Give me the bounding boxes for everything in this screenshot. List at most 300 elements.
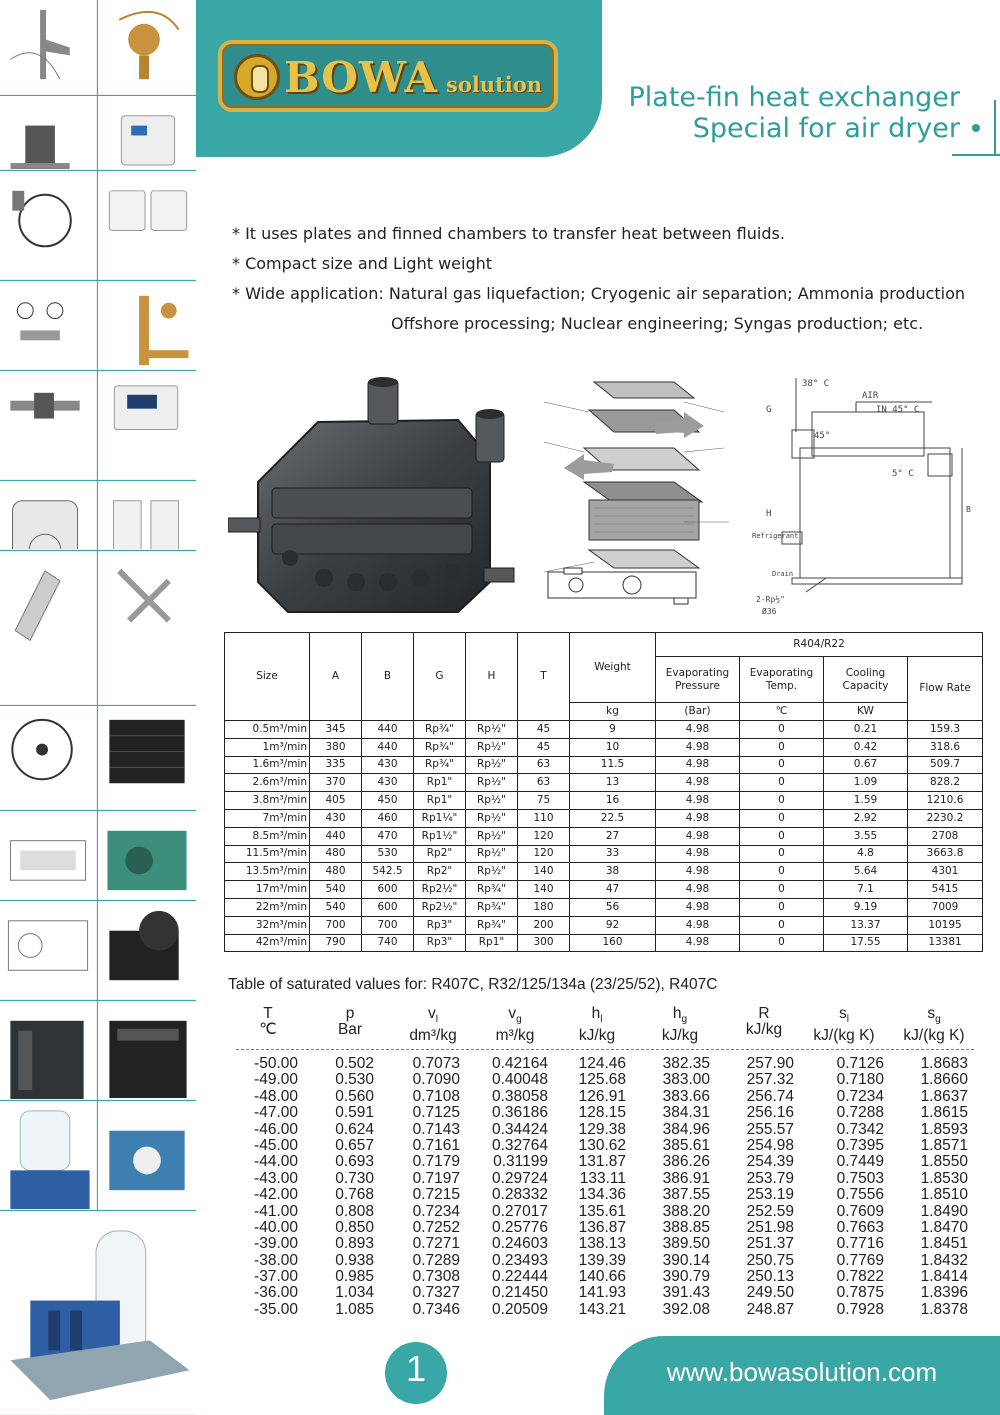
page-title-line2: Special for air dryer [692, 113, 960, 144]
saturated-column-header [223, 1006, 313, 1038]
cell-evaporating-pressure: 4.98 [656, 721, 740, 739]
saturated-cell: 254.98 [746, 1136, 794, 1154]
drawing-g-label: G [766, 405, 772, 415]
saturated-cell: 0.893 [335, 1235, 374, 1253]
saturated-cell: 0.7143 [412, 1120, 460, 1138]
header-h: H [466, 633, 518, 721]
cell-g: Rp1¼" [414, 809, 466, 827]
saturated-table-row [228, 1285, 976, 1301]
cell-t: 140 [518, 881, 570, 899]
cell-evaporating-pressure: 4.98 [656, 898, 740, 916]
cell-cooling-capacity: 3.55 [824, 827, 908, 845]
cell-size: 1.6m³/min [225, 756, 310, 774]
saturated-table-row [228, 1171, 976, 1187]
saturated-cell: 0.28332 [491, 1186, 548, 1204]
saturated-cell: 125.68 [578, 1071, 626, 1089]
cell-cooling-capacity: 0.67 [824, 756, 908, 774]
saturated-cell: 1.8432 [920, 1251, 968, 1269]
cell-a: 700 [310, 916, 362, 934]
saturated-table-row [228, 1236, 976, 1252]
cell-weight: 16 [570, 792, 656, 810]
saturated-table-row [228, 1122, 976, 1138]
drawing-temp-top: 38° C [802, 379, 830, 389]
saturated-cell: 1.8637 [920, 1087, 968, 1105]
column-subscript: g [935, 1014, 941, 1026]
saturated-cell: -38.00 [254, 1251, 298, 1269]
cell-evaporating-pressure: 4.98 [656, 863, 740, 881]
drawing-h-label: H [766, 509, 772, 519]
saturated-table-row [228, 1220, 976, 1236]
chiller-cabinet-icon [98, 1001, 196, 1100]
title-vertical-rule [994, 100, 996, 156]
cell-b: 740 [362, 934, 414, 952]
cell-cooling-capacity: 0.42 [824, 738, 908, 756]
refrigeration-skid-icon [98, 1101, 196, 1210]
saturated-cell: 253.79 [746, 1169, 794, 1187]
cell-t: 110 [518, 809, 570, 827]
saturated-cell: 0.7252 [412, 1218, 460, 1236]
saturated-cell: 131.87 [578, 1153, 626, 1171]
saturated-cell: -35.00 [254, 1300, 298, 1318]
saturated-table-row [228, 1056, 976, 1072]
cell-a: 540 [310, 898, 362, 916]
cell-cooling-capacity: 4.8 [824, 845, 908, 863]
saturated-column-header [799, 1006, 889, 1044]
saturated-cell: 0.38058 [491, 1087, 548, 1105]
column-unit: kJ/kg [745, 1021, 783, 1038]
saturated-table-row [228, 1138, 976, 1154]
cell-evaporating-pressure: 4.98 [656, 881, 740, 899]
saturated-cell: 0.7822 [836, 1268, 884, 1286]
saturated-column-header [305, 1006, 395, 1038]
cell-b: 440 [362, 721, 414, 739]
cell-weight: 56 [570, 898, 656, 916]
saturated-cell: 128.15 [578, 1104, 626, 1122]
cell-size: 13.5m³/min [225, 863, 310, 881]
saturated-table-row [228, 1269, 976, 1285]
saturated-cell: 0.7234 [836, 1087, 884, 1105]
cell-flow-rate: 318.6 [908, 738, 983, 756]
cell-cooling-capacity: 9.19 [824, 898, 908, 916]
cell-t: 63 [518, 756, 570, 774]
cell-g: Rp3" [414, 934, 466, 952]
column-unit: ℃ [259, 1021, 277, 1038]
saturated-cell: 384.31 [662, 1104, 710, 1122]
cell-a: 335 [310, 756, 362, 774]
drawing-refrigerant-label: Refrigerant [752, 532, 799, 540]
cell-evaporating-pressure: 4.98 [656, 774, 740, 792]
sight-glass-icon [0, 281, 97, 370]
spec-table-row [225, 721, 983, 739]
cell-weight: 47 [570, 881, 656, 899]
header-refrigerant-group: R404/R22 [656, 633, 983, 657]
exploded-core-diagram [534, 372, 744, 620]
saturated-cell: 0.7449 [836, 1153, 884, 1171]
spec-table-row [225, 845, 983, 863]
cell-flow-rate: 7009 [908, 898, 983, 916]
cell-cooling-capacity: 2.92 [824, 809, 908, 827]
spec-table-row [225, 827, 983, 845]
saturated-cell: 0.7161 [412, 1136, 460, 1154]
cell-h: Rp½" [466, 809, 518, 827]
drawing-port-label: 2-Rp½" [756, 595, 785, 604]
heat-exchanger-photo [228, 372, 520, 620]
spec-table-row [225, 934, 983, 952]
cell-evaporating-temp: 0 [740, 756, 824, 774]
saturated-cell: 0.7288 [836, 1104, 884, 1122]
cell-evaporating-temp: 0 [740, 934, 824, 952]
saturated-cell: 249.50 [746, 1284, 794, 1302]
cell-evaporating-pressure: 4.98 [656, 756, 740, 774]
page-title-line1: Plate-fin heat exchanger [628, 82, 960, 113]
saturated-table-row [228, 1302, 976, 1318]
cell-size: 17m³/min [225, 881, 310, 899]
saturated-cell: 0.530 [335, 1071, 374, 1089]
relay-module-icon [98, 481, 196, 550]
logo-emblem-icon [234, 54, 280, 100]
footer-website-link[interactable]: www.bowasolution.com [666, 1357, 938, 1387]
feature-bullet: * It uses plates and finned chambers to transfer heat between fluids. [232, 224, 785, 243]
saturated-cell: 0.22444 [491, 1268, 548, 1286]
header-cooling-capacity: Cooling Capacity [824, 657, 908, 703]
saturated-cell: 0.7663 [836, 1218, 884, 1236]
cell-h: Rp¾" [466, 916, 518, 934]
saturated-cell: 254.39 [746, 1153, 794, 1171]
cell-h: Rp¾" [466, 898, 518, 916]
cell-t: 200 [518, 916, 570, 934]
saturated-cell: 0.850 [335, 1218, 374, 1236]
saturated-cell: 252.59 [746, 1202, 794, 1220]
cell-evaporating-temp: 0 [740, 774, 824, 792]
saturated-cell: -50.00 [254, 1055, 298, 1072]
saturated-cell: 126.91 [578, 1087, 626, 1105]
exploded-core-graphic [534, 372, 744, 620]
saturated-cell: 0.27017 [491, 1202, 548, 1220]
drawing-air-label: AIR [862, 391, 879, 401]
spec-table-body [225, 721, 983, 952]
header-b: B [362, 633, 414, 721]
evaporator-unit-icon [0, 551, 97, 705]
header-weight: Weight [570, 633, 656, 703]
saturated-table-row [228, 1105, 976, 1121]
cell-g: Rp2" [414, 863, 466, 881]
cell-a: 480 [310, 845, 362, 863]
saturated-cell: 134.36 [578, 1186, 626, 1204]
cell-b: 440 [362, 738, 414, 756]
cell-flow-rate: 4301 [908, 863, 983, 881]
cell-b: 430 [362, 756, 414, 774]
column-symbol: v [428, 1005, 436, 1022]
saturated-table-row [228, 1089, 976, 1105]
cell-g: Rp¾" [414, 738, 466, 756]
cell-g: Rp1" [414, 792, 466, 810]
saturated-cell: 389.50 [662, 1235, 710, 1253]
solenoid-valve-icon [0, 96, 97, 170]
cell-t: 45 [518, 738, 570, 756]
expansion-valve-icon [0, 0, 97, 95]
saturated-cell: 386.26 [662, 1153, 710, 1171]
cell-evaporating-temp: 0 [740, 916, 824, 934]
saturated-cell: 382.35 [662, 1055, 710, 1072]
cell-evaporating-pressure: 4.98 [656, 792, 740, 810]
saturated-cell: 0.502 [335, 1055, 374, 1072]
saturated-column-header [635, 1006, 725, 1044]
saturated-cell: 0.7716 [836, 1235, 884, 1253]
cell-size: 42m³/min [225, 934, 310, 952]
spec-table-row [225, 756, 983, 774]
column-symbol: p [345, 1005, 355, 1022]
column-unit: kJ/(kg K) [813, 1027, 875, 1045]
saturated-cell: 0.7556 [836, 1186, 884, 1204]
saturated-cell: -40.00 [254, 1218, 298, 1236]
column-unit: kJ/(kg K) [903, 1027, 965, 1045]
saturated-cell: 0.34424 [491, 1120, 548, 1138]
saturated-cell: 0.768 [335, 1186, 374, 1204]
saturated-cell: 0.624 [335, 1120, 374, 1138]
cell-h: Rp¾" [466, 881, 518, 899]
cell-t: 75 [518, 792, 570, 810]
cell-b: 600 [362, 898, 414, 916]
saturated-cell: -42.00 [254, 1186, 298, 1204]
cell-a: 345 [310, 721, 362, 739]
saturated-cell: 0.7126 [836, 1055, 884, 1072]
cell-b: 600 [362, 881, 414, 899]
drawing-b-label: B [966, 505, 971, 514]
saturated-cell: 256.74 [746, 1087, 794, 1105]
saturated-cell: 0.657 [335, 1136, 374, 1154]
cell-h: Rp½" [466, 827, 518, 845]
cell-size: 8.5m³/min [225, 827, 310, 845]
saturated-table-row [228, 1187, 976, 1203]
saturated-cell: 1.8451 [920, 1235, 968, 1253]
cell-g: Rp¾" [414, 756, 466, 774]
saturated-cell: 0.7180 [836, 1071, 884, 1089]
saturated-cell: 1.8378 [920, 1300, 968, 1318]
cell-evaporating-pressure: 4.98 [656, 934, 740, 952]
saturated-cell: 1.8414 [920, 1268, 968, 1286]
saturated-cell: 255.57 [746, 1120, 794, 1138]
cell-evaporating-temp: 0 [740, 845, 824, 863]
header-t: T [518, 633, 570, 721]
cell-b: 450 [362, 792, 414, 810]
cell-evaporating-pressure: 4.98 [656, 738, 740, 756]
title-underline [952, 154, 1000, 156]
saturated-cell: 0.31199 [493, 1153, 548, 1171]
cell-g: Rp2½" [414, 898, 466, 916]
column-symbol: T [263, 1005, 273, 1022]
saturated-cell: 388.85 [662, 1218, 710, 1236]
condensing-unit-icon [0, 901, 97, 1000]
cell-t: 180 [518, 898, 570, 916]
saturated-cell: 1.8396 [920, 1284, 968, 1302]
saturated-cell: -36.00 [254, 1284, 298, 1302]
column-symbol: h [672, 1005, 682, 1022]
saturated-cell: 1.8530 [920, 1169, 968, 1187]
access-valve-icon [98, 281, 196, 370]
column-subscript: g [516, 1014, 522, 1026]
cell-g: Rp¾" [414, 721, 466, 739]
saturated-cell: -45.00 [254, 1136, 298, 1154]
hinge-icon [98, 551, 196, 705]
saturated-cell: 0.591 [335, 1104, 374, 1122]
cell-b: 530 [362, 845, 414, 863]
saturated-table-row [228, 1154, 976, 1170]
axial-fan-icon [98, 706, 196, 810]
dimension-drawing [752, 372, 974, 620]
header-evaporating-temp: Evaporating Temp. [740, 657, 824, 703]
cell-cooling-capacity: 5.64 [824, 863, 908, 881]
column-symbol: s [927, 1005, 936, 1022]
spec-table-row [225, 881, 983, 899]
saturated-cell: 256.16 [746, 1104, 794, 1122]
column-unit: dm³/kg [409, 1027, 457, 1045]
unit-weight: kg [570, 703, 656, 721]
cell-h: Rp½" [466, 863, 518, 881]
saturated-cell: 0.7271 [412, 1235, 460, 1253]
saturated-cell: 0.938 [335, 1251, 374, 1269]
cell-evaporating-temp: 0 [740, 721, 824, 739]
saturated-cell: 0.808 [335, 1202, 374, 1220]
cell-size: 0.5m³/min [225, 721, 310, 739]
saturated-cell: 0.7609 [836, 1202, 884, 1220]
cell-cooling-capacity: 13.37 [824, 916, 908, 934]
saturated-cell: 390.14 [662, 1251, 710, 1269]
cell-t: 120 [518, 845, 570, 863]
saturated-cell: 0.7503 [836, 1169, 884, 1187]
saturated-cell: 0.7346 [412, 1300, 460, 1318]
heat-exchanger-photo-graphic [228, 372, 520, 620]
cell-t: 120 [518, 827, 570, 845]
scroll-compressor-icon [0, 481, 97, 550]
saturated-cell: 388.20 [662, 1202, 710, 1220]
capillary-tube-icon [0, 171, 97, 280]
saturated-cell: 0.7928 [836, 1300, 884, 1318]
saturated-cell: 130.62 [578, 1136, 626, 1154]
saturated-cell: 0.7234 [412, 1202, 460, 1220]
saturated-table-body [228, 1056, 976, 1318]
cell-cooling-capacity: 7.1 [824, 881, 908, 899]
cell-flow-rate: 5415 [908, 881, 983, 899]
cell-h: Rp½" [466, 845, 518, 863]
drawing-outlet-temp: 5° C [892, 469, 914, 479]
saturated-column-header [719, 1006, 809, 1038]
saturated-cell: 0.7215 [412, 1186, 460, 1204]
cell-weight: 33 [570, 845, 656, 863]
cell-h: Rp½" [466, 792, 518, 810]
cell-b: 460 [362, 809, 414, 827]
cell-flow-rate: 159.3 [908, 721, 983, 739]
cell-a: 480 [310, 863, 362, 881]
cell-flow-rate: 2708 [908, 827, 983, 845]
saturated-cell: -43.00 [254, 1169, 298, 1187]
cell-evaporating-temp: 0 [740, 792, 824, 810]
saturated-cell: 251.98 [746, 1218, 794, 1236]
saturated-cell: 0.7327 [412, 1284, 460, 1302]
cell-a: 440 [310, 827, 362, 845]
saturated-cell: 0.25776 [491, 1218, 548, 1236]
saturated-cell: 0.7197 [412, 1169, 460, 1187]
column-symbol: v [508, 1005, 517, 1022]
saturated-cell: 251.37 [746, 1235, 794, 1253]
cell-h: Rp½" [466, 774, 518, 792]
cell-weight: 38 [570, 863, 656, 881]
cell-weight: 9 [570, 721, 656, 739]
column-unit: kJ/kg [661, 1027, 699, 1045]
cell-h: Rp½" [466, 756, 518, 774]
cell-g: Rp2" [414, 845, 466, 863]
saturated-cell: 139.39 [578, 1251, 626, 1269]
cell-g: Rp2½" [414, 881, 466, 899]
column-subscript: l [435, 1014, 438, 1026]
saturated-cell: -39.00 [254, 1235, 298, 1253]
cell-h: Rp1" [466, 934, 518, 952]
saturated-table-row [228, 1072, 976, 1088]
saturated-cell: 1.085 [335, 1300, 374, 1318]
cell-g: Rp1" [414, 774, 466, 792]
saturated-cell: 0.42164 [491, 1055, 548, 1072]
brand-logo [218, 40, 558, 112]
saturated-cell: 0.730 [335, 1169, 374, 1187]
saturated-cell: 0.7125 [412, 1104, 460, 1122]
cell-a: 380 [310, 738, 362, 756]
condenser-coil-icon [0, 811, 97, 900]
saturated-cell: 386.91 [662, 1169, 710, 1187]
saturated-cell: 0.23493 [491, 1251, 548, 1269]
cell-cooling-capacity: 0.21 [824, 721, 908, 739]
saturated-cell: 385.61 [662, 1136, 710, 1154]
saturated-cell: 124.46 [578, 1055, 626, 1072]
cell-a: 370 [310, 774, 362, 792]
header-flow-rate: Flow Rate [908, 657, 983, 721]
saturated-cell: -44.00 [254, 1153, 298, 1171]
spec-table-row [225, 738, 983, 756]
cell-weight: 27 [570, 827, 656, 845]
pressure-switch-icon [98, 96, 196, 170]
cell-a: 405 [310, 792, 362, 810]
cell-b: 430 [362, 774, 414, 792]
saturated-cell: 140.66 [578, 1268, 626, 1286]
saturated-column-header [470, 1006, 560, 1044]
saturated-cell: 138.13 [578, 1235, 626, 1253]
saturated-cell: 0.7090 [412, 1071, 460, 1089]
cell-evaporating-pressure: 4.98 [656, 845, 740, 863]
saturated-cell: -48.00 [254, 1087, 298, 1105]
cell-flow-rate: 13381 [908, 934, 983, 952]
cell-h: Rp½" [466, 721, 518, 739]
saturated-cell: -41.00 [254, 1202, 298, 1220]
spec-table-row [225, 863, 983, 881]
feature-bullet: * Wide application: Natural gas liquefaction; Cryogenic air separation; Ammonia production [232, 284, 966, 303]
cell-g: Rp1½" [414, 827, 466, 845]
cell-evaporating-temp: 0 [740, 863, 824, 881]
cell-evaporating-temp: 0 [740, 809, 824, 827]
column-subscript: l [846, 1014, 849, 1026]
thermal-expansion-valve-icon [98, 0, 196, 95]
drawing-drain-label: Drain [772, 570, 794, 578]
saturated-cell: 0.21450 [491, 1284, 548, 1302]
saturated-cell: -47.00 [254, 1104, 298, 1122]
motor-icon [98, 901, 196, 1000]
cell-size: 2.6m³/min [225, 774, 310, 792]
cell-flow-rate: 828.2 [908, 774, 983, 792]
saturated-cell: 136.87 [578, 1218, 626, 1236]
cell-flow-rate: 3663.8 [908, 845, 983, 863]
cell-a: 790 [310, 934, 362, 952]
cell-evaporating-temp: 0 [740, 881, 824, 899]
door-hinge-icon [0, 706, 97, 810]
column-subscript: g [681, 1014, 688, 1026]
saturated-cell: 133.11 [579, 1169, 626, 1187]
